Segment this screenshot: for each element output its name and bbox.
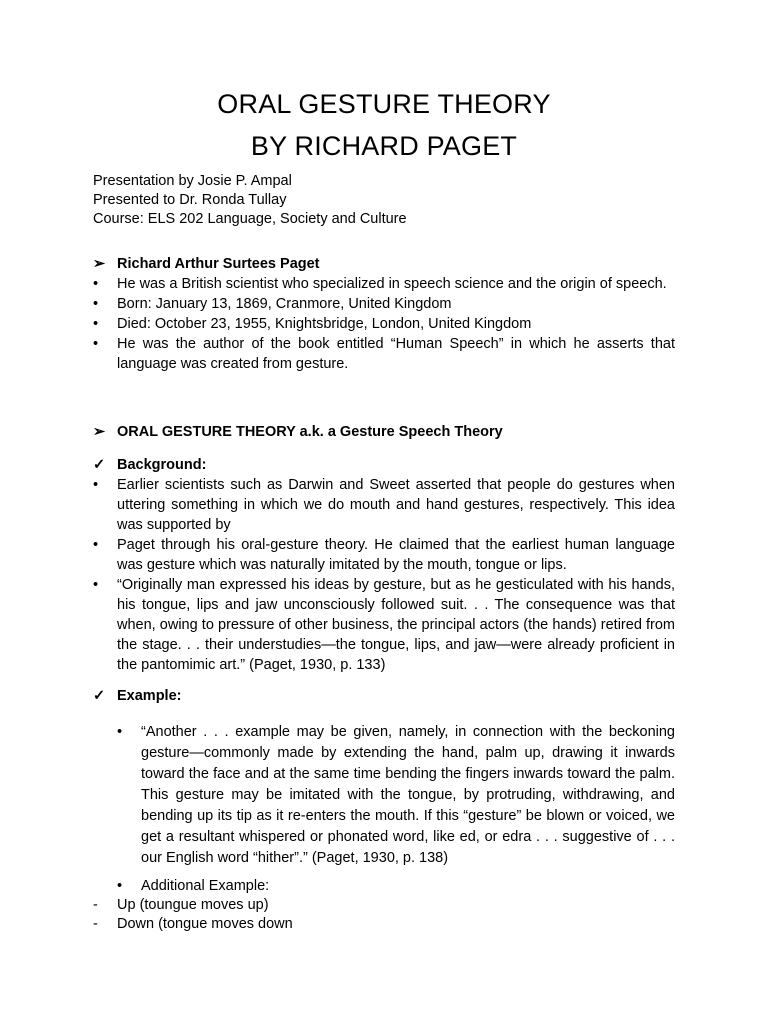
bullet-icon: • [93, 276, 99, 292]
bullet-icon: • [117, 878, 123, 894]
bullet-icon: • [117, 724, 123, 740]
bullet-icon: • [93, 477, 99, 493]
checkmark-icon: ✓ [93, 688, 106, 704]
dash-item-text: Up (toungue moves up) [117, 897, 269, 913]
list-item [93, 575, 675, 675]
quote-text: “Another . . . example may be given, namely, in connection with the beckoning gesture—commonly made by extending the hand, palm up, drawing it inwards toward the face and at the same time bending the fingers inwards toward the palm. This gesture may be imitated with the tongue, by protruding, withdrawing, and bending up its tip as it re-enters the mouth. If this “gesture” be blown or voiced, we get a resultant whispered or phonated word, like ed, or edra . . . suggestive of . . . our English word “hither”.” (Paget, 1930, p. 138) [141, 724, 675, 866]
dash-list [93, 896, 675, 934]
arrow-bullet-icon: ➢ [93, 424, 106, 440]
bullet-icon: • [93, 336, 99, 352]
subsection-heading [93, 686, 675, 706]
list-item [93, 314, 675, 334]
bullet-icon: • [93, 316, 99, 332]
subsection-heading [93, 455, 675, 475]
list-item [93, 294, 675, 314]
list-item-text: Born: January 13, 1869, Cranmore, United Kingdom [117, 296, 452, 312]
presented-to-line: Presented to Dr. Ronda Tullay [93, 192, 287, 208]
heading-text: ORAL GESTURE THEORY [117, 424, 296, 440]
list-item-text: He was a British scientist who specialized in speech science and the origin of speech. [117, 276, 667, 292]
list-item [93, 535, 675, 575]
section-theory [93, 422, 675, 442]
heading-text: Example: [117, 688, 182, 704]
dash-item [93, 915, 675, 934]
list-item-text: Earlier scientists such as Darwin and Sweet asserted that people do gestures when uttering something in which we do mouth and hand gestures, respectively. This idea was supported by [117, 477, 675, 533]
list-item [93, 274, 675, 294]
document-subtitle: BY RICHARD PAGET [250, 131, 518, 161]
heading-text: Background: [117, 457, 207, 473]
arrow-bullet-icon: ➢ [93, 256, 106, 272]
bullet-icon: • [93, 537, 99, 553]
section-example-heading [93, 686, 675, 706]
presentation-info [93, 172, 683, 229]
bullet-icon: • [93, 296, 99, 312]
presenter-line: Presentation by Josie P. Ampal [93, 173, 292, 189]
dash-item-text: Down (tongue moves down [117, 916, 293, 932]
heading-text-rest: a.k. a Gesture Speech Theory [295, 424, 503, 440]
list-item-text: Died: October 23, 1955, Knightsbridge, London, United Kingdom [117, 316, 532, 332]
section-paget-bio [93, 254, 675, 374]
list-item-text: Paget through his oral-gesture theory. He claimed that the earliest human language was gesture which was naturally imitated by the mouth, tongue or lips. [117, 537, 675, 573]
dash-marker: - [93, 897, 98, 913]
list-item [93, 475, 675, 535]
dash-marker: - [93, 916, 98, 932]
heading-text: Richard Arthur Surtees Paget [117, 256, 320, 272]
document-title: ORAL GESTURE THEORY [217, 89, 551, 119]
list-item [117, 722, 675, 869]
list-item [117, 877, 675, 896]
checkmark-icon: ✓ [93, 457, 106, 473]
list-item-text: Additional Example: [141, 878, 270, 894]
section-heading [93, 254, 675, 274]
list-item-text: “Originally man expressed his ideas by gesture, but as he gesticulated with his hands, his tongue, lips and jaw unconsciously followed suit. . . The consequence was that when, owing to pressure of other business, the principal actors (the hands) retired from the stage. . . their understudies—the tongue, lips, and jaw—were already proficient in the pantomimic art.” (Paget, 1930, p. 133) [117, 577, 675, 673]
section-heading [93, 422, 675, 442]
additional-example-block [117, 877, 675, 896]
list-item [93, 334, 675, 374]
course-line: Course: ELS 202 Language, Society and Culture [93, 211, 407, 227]
example-quote-block [117, 722, 675, 869]
section-background [93, 455, 675, 675]
list-item-text: He was the author of the book entitled “Human Speech” in which he asserts that language was created from gesture. [117, 336, 675, 372]
bullet-icon: • [93, 577, 99, 593]
dash-item [93, 896, 675, 915]
